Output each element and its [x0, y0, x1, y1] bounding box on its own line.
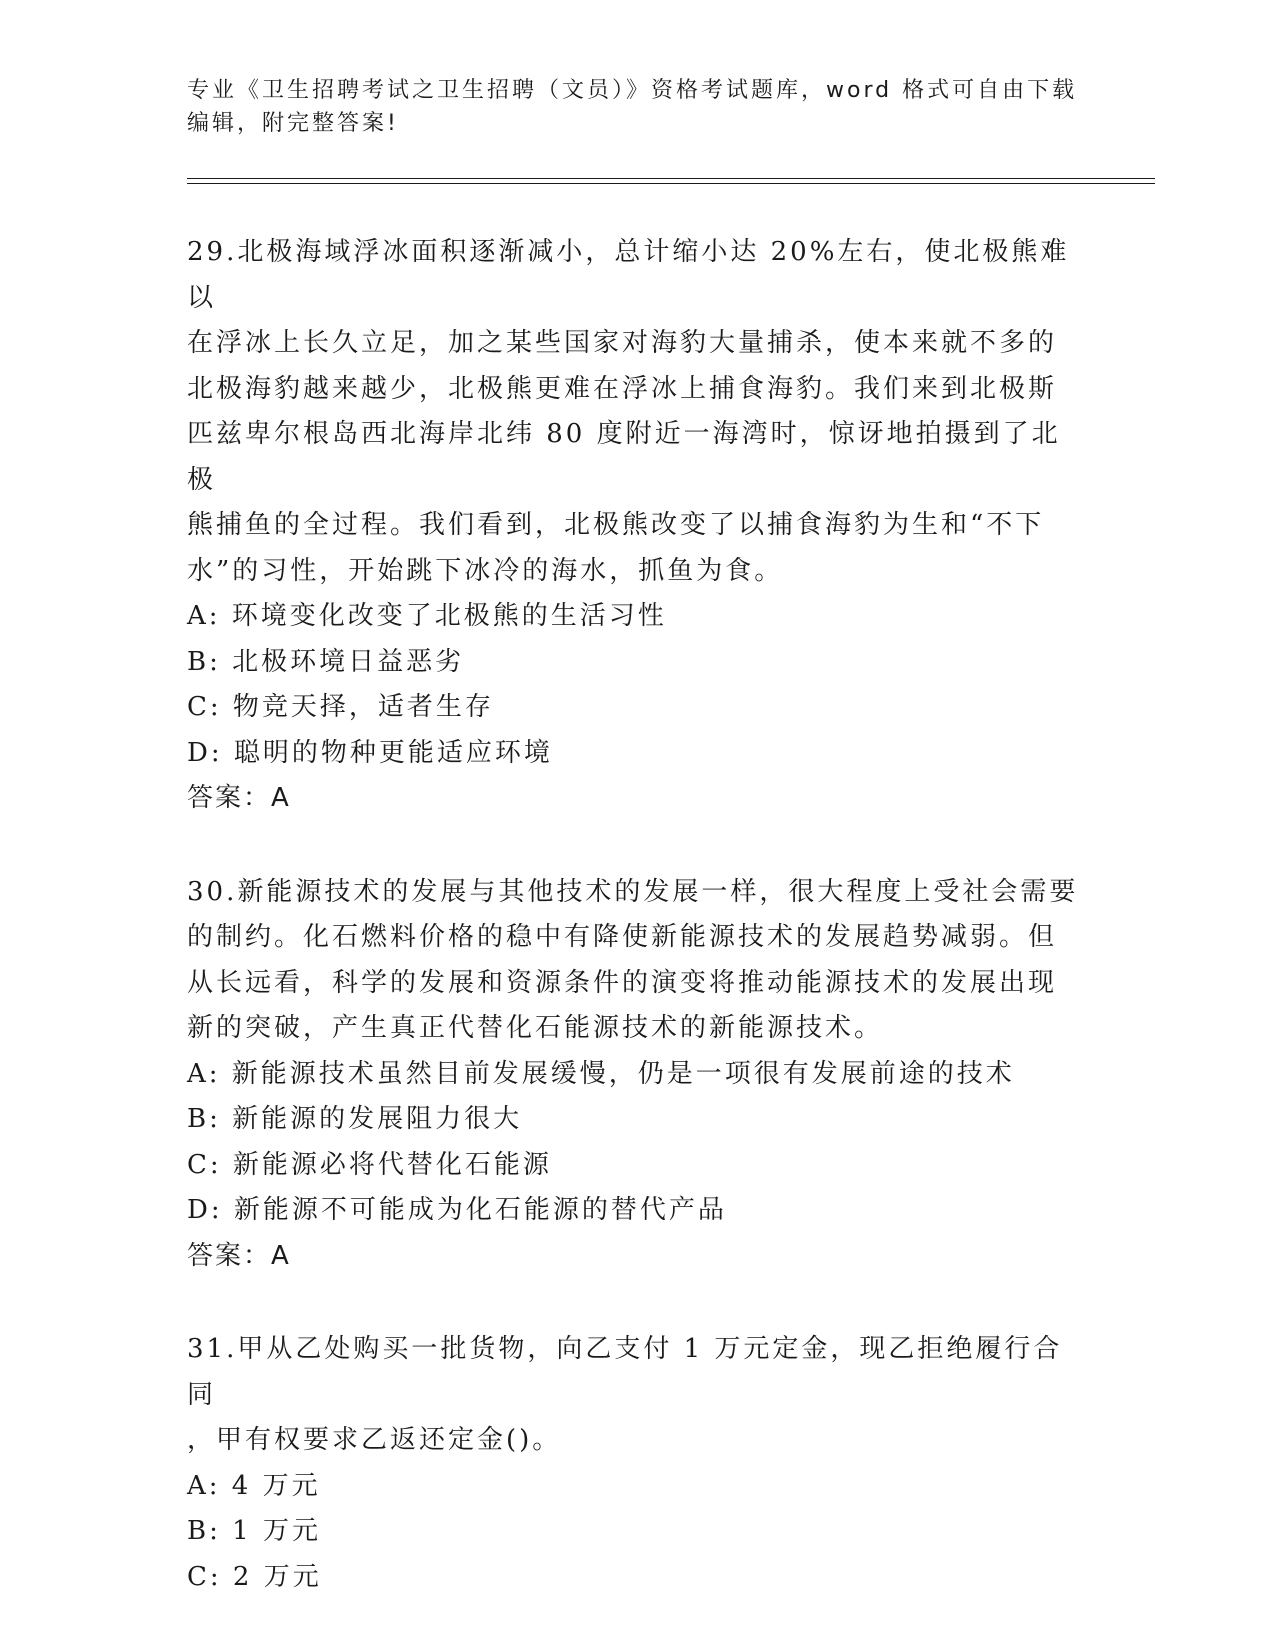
option-a: A: 环境变化改变了北极熊的生活习性: [187, 601, 667, 631]
stem-line: 在浮冰上长久立足，加之某些国家对海豹大量捕杀，使本来就不多的: [187, 328, 1058, 358]
question-29: [187, 230, 1087, 822]
header-divider-top: [187, 178, 1155, 179]
stem-line: 熊捕鱼的全过程。我们看到，北极熊改变了以捕食海豹为生和“不下: [187, 510, 1045, 540]
option-b: B: 北极环境日益恶劣: [187, 646, 465, 677]
header-line-1: 专业《卫生招聘考试之卫生招聘（文员）》资格考试题库，word 格式可自由下载: [187, 78, 1078, 103]
question-30: [187, 870, 1087, 1280]
option-a: A: 新能源技术虽然目前发展缓慢，仍是一项很有发展前途的技术: [187, 1058, 1015, 1089]
option-b: B: 1 万元: [187, 1516, 321, 1546]
stem-line: 匹兹卑尔根岛西北海岸北纬 80 度附近一海湾时，惊讶地拍摄到了北极: [187, 419, 1061, 495]
answer-label: 答案：A: [187, 1240, 291, 1271]
document-header: [187, 74, 1087, 140]
option-d: D: 新能源不可能成为化石能源的替代产品: [187, 1195, 727, 1225]
question-31: [187, 1327, 1087, 1600]
question-stem: [187, 1327, 1087, 1464]
stem-line: 北极海豹越来越少，北极熊更难在浮冰上捕食海豹。我们来到北极斯: [187, 373, 1058, 404]
option-a: A: 4 万元: [187, 1470, 321, 1501]
option-b: B: 新能源的发展阻力很大: [187, 1104, 523, 1134]
option-c: C: 物竞天择，适者生存: [187, 692, 494, 722]
stem-line: ，甲有权要求乙返还定金()。: [187, 1425, 562, 1455]
question-stem: [187, 230, 1087, 594]
stem-line: 从长远看，科学的发展和资源条件的演变将推动能源技术的发展出现: [187, 967, 1058, 998]
stem-line: 水”的习性，开始跳下冰冷的海水，抓鱼为食。: [187, 555, 784, 586]
stem-line: 31.甲从乙处购买一批货物，向乙支付 1 万元定金，现乙拒绝履行合同: [187, 1334, 1063, 1410]
stem-line: 29.北极海域浮冰面积逐渐减小，总计缩小达 20%左右，使北极熊难以: [187, 237, 1070, 313]
question-stem: [187, 870, 1087, 1052]
header-line-2: 编辑，附完整答案!: [187, 111, 399, 136]
header-divider-bottom: [187, 183, 1155, 184]
stem-line: 的制约。化石燃料价格的稳中有降使新能源技术的发展趋势减弱。但: [187, 922, 1058, 952]
option-c: C: 2 万元: [187, 1561, 322, 1592]
option-d: D: 聪明的物种更能适应环境: [187, 737, 553, 768]
stem-line: 新的突破，产生真正代替化石能源技术的新能源技术。: [187, 1013, 884, 1043]
question-list: [187, 230, 1087, 1600]
stem-line: 30.新能源技术的发展与其他技术的发展一样，很大程度上受社会需要: [187, 876, 1079, 907]
answer-label: 答案：A: [187, 783, 291, 813]
option-c: C: 新能源必将代替化石能源: [187, 1149, 552, 1180]
